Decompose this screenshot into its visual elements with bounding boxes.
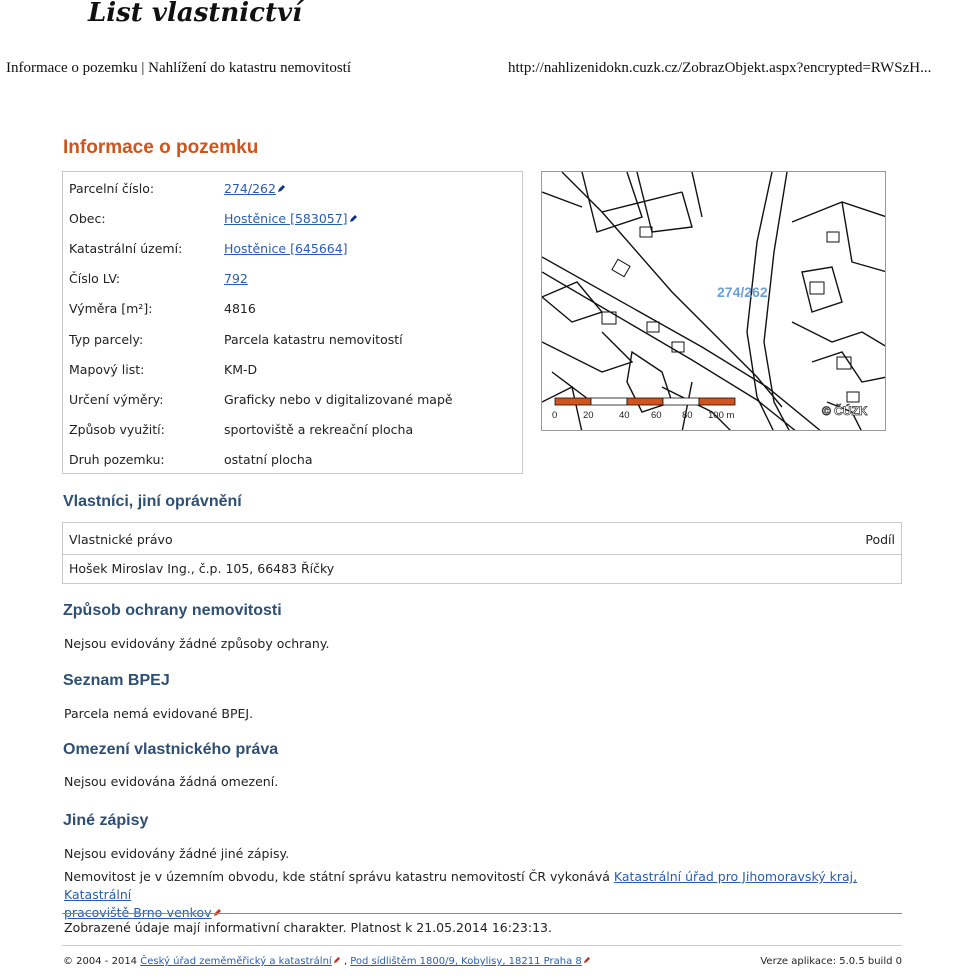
info-label: Parcelní číslo: xyxy=(69,181,155,196)
pencil-icon[interactable] xyxy=(333,956,341,964)
owners-table xyxy=(62,522,902,584)
info-label: Číslo LV: xyxy=(69,271,121,286)
scale-label: 80 xyxy=(682,410,693,421)
divider xyxy=(62,913,902,914)
info-value: ostatní plocha xyxy=(224,452,313,467)
other-records-heading: Jiné zápisy xyxy=(63,812,149,829)
info-label: Katastrální území: xyxy=(69,241,183,256)
cadastral-office-link-2[interactable]: pracoviště Brno-venkov xyxy=(64,905,212,920)
owners-col-share: Podíl xyxy=(865,532,895,547)
map-parcel-label: 274/262 xyxy=(717,284,768,300)
info-label: Určení výměry: xyxy=(69,392,164,407)
info-value-wrap xyxy=(224,271,248,286)
parcel-number-link[interactable]: 274/262 xyxy=(224,181,276,196)
address-link[interactable]: Pod sídlištěm 1800/9, Kobylisy, 18211 Praha 8 xyxy=(350,956,582,967)
info-label: Typ parcely: xyxy=(69,332,144,347)
restrictions-text: Nejsou evidována žádná omezení. xyxy=(64,774,279,789)
document-title: List vlastnictví xyxy=(88,0,302,28)
info-value: 4816 xyxy=(224,301,256,316)
scale-label: 40 xyxy=(619,410,630,421)
cadastral-area-link[interactable]: Hostěnice [645664] xyxy=(224,241,348,256)
info-value-wrap xyxy=(224,181,286,196)
info-label: Druh pozemku: xyxy=(69,452,165,467)
bpej-heading: Seznam BPEJ xyxy=(63,672,170,689)
scale-label: 100 m xyxy=(708,410,735,421)
protection-text: Nejsou evidovány žádné způsoby ochrany. xyxy=(64,636,330,651)
scale-label: 60 xyxy=(651,410,662,421)
protection-heading: Způsob ochrany nemovitosti xyxy=(63,602,282,619)
divider xyxy=(63,554,901,555)
lv-number-link[interactable]: 792 xyxy=(224,271,248,286)
pencil-icon[interactable] xyxy=(277,184,286,193)
footer-separator: , xyxy=(340,956,351,967)
scale-label: 0 xyxy=(552,410,558,421)
print-header-title: Informace o pozemku | Nahlížení do katastru nemovitostí xyxy=(6,60,351,76)
owner-row: Hošek Miroslav Ing., č.p. 105, 66483 Říčky xyxy=(69,561,335,576)
pencil-icon[interactable] xyxy=(583,956,591,964)
info-value: sportoviště a rekreační plocha xyxy=(224,422,414,437)
info-value: Graficky nebo v digitalizované mapě xyxy=(224,392,453,407)
parcel-info-table xyxy=(62,171,523,474)
bpej-text: Parcela nemá evidované BPEJ. xyxy=(64,706,254,721)
owners-col-ownership: Vlastnické právo xyxy=(69,532,173,547)
cuzk-link[interactable]: Český úřad zeměměřický a katastrální xyxy=(140,956,332,967)
info-label: Způsob využití: xyxy=(69,422,165,437)
cadastral-map[interactable] xyxy=(541,171,886,431)
other-records-text: Nejsou evidovány žádné jiné zápisy. xyxy=(64,846,290,861)
divider xyxy=(62,945,902,946)
map-copyright: © ČÚZK xyxy=(822,404,868,418)
page-title: Informace o pozemku xyxy=(63,137,259,158)
info-label: Obec: xyxy=(69,211,106,226)
footer-prefix: © 2004 - 2014 xyxy=(63,956,141,967)
owners-heading: Vlastníci, jiní oprávnění xyxy=(63,493,242,510)
info-label: Výměra [m²]: xyxy=(69,301,153,316)
footer-copyright xyxy=(63,956,591,967)
info-value-wrap xyxy=(224,241,348,256)
authority-text: Nemovitost je v územním obvodu, kde státní správu katastru nemovitostí ČR vykonává xyxy=(64,869,614,884)
print-header-url: http://nahlizenidokn.cuzk.cz/ZobrazObjekt.aspx?encrypted=RWSzH... xyxy=(508,60,932,76)
app-version: Verze aplikace: 5.0.5 build 0 xyxy=(760,956,902,967)
cadastral-map-drawing xyxy=(542,172,886,431)
info-value: Parcela katastru nemovitostí xyxy=(224,332,403,347)
info-value-wrap xyxy=(224,211,358,226)
info-value: KM-D xyxy=(224,362,258,377)
restrictions-heading: Omezení vlastnického práva xyxy=(63,741,279,758)
info-label: Mapový list: xyxy=(69,362,145,377)
pencil-icon[interactable] xyxy=(349,214,358,223)
municipality-link[interactable]: Hostěnice [583057] xyxy=(224,211,348,226)
cadastral-office-link[interactable]: Katastrální úřad pro Jihomoravský kraj, Katastrální xyxy=(64,869,858,902)
validity-note: Zobrazené údaje mají informativní charakter. Platnost k 21.05.2014 16:23:13. xyxy=(64,920,552,935)
scale-label: 20 xyxy=(583,410,594,421)
